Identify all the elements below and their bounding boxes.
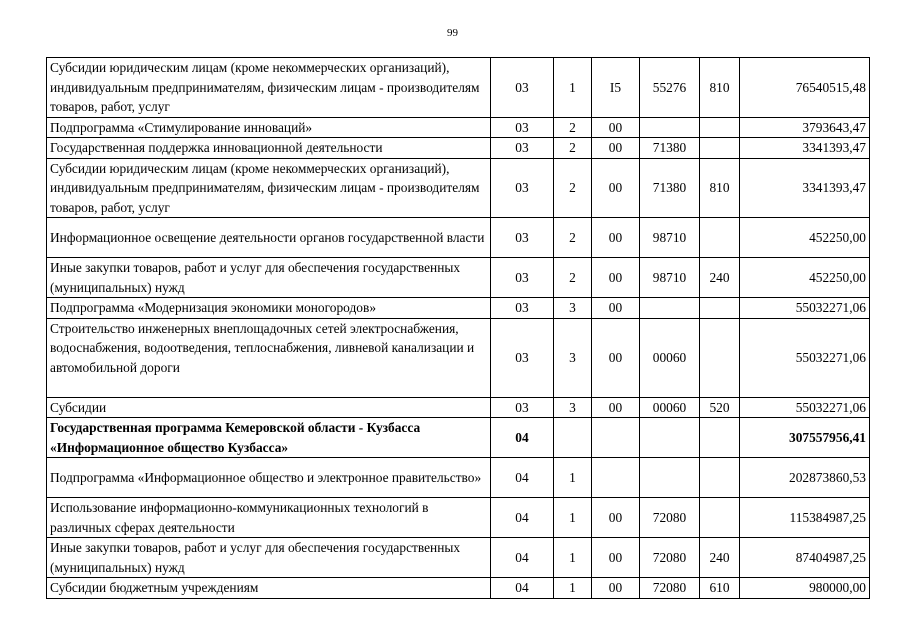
row-name: Субсидии юридическим лицам (кроме некоммерческих организаций), индивидуальным предпринимателям, физическим лицам - производителям товаров, работ, услуг (47, 58, 491, 118)
subprogram-code: 1 (554, 578, 592, 599)
expense-code: 71380 (640, 138, 700, 159)
table-row (47, 397, 870, 418)
row-name: Субсидии (47, 397, 491, 418)
expense-type-code: 810 (700, 158, 740, 218)
row-name: Субсидии бюджетным учреждениям (47, 578, 491, 599)
subprogram-code: 2 (554, 117, 592, 138)
direction-code: 00 (592, 298, 640, 319)
direction-code: 00 (592, 498, 640, 538)
expense-code (640, 418, 700, 458)
table-row (47, 498, 870, 538)
direction-code: 00 (592, 318, 640, 397)
program-code: 03 (491, 397, 554, 418)
expense-type-code (700, 458, 740, 498)
table-row (47, 318, 870, 397)
row-name: Государственная поддержка инновационной деятельности (47, 138, 491, 159)
subprogram-code: 3 (554, 397, 592, 418)
direction-code (592, 418, 640, 458)
direction-code: 00 (592, 158, 640, 218)
direction-code (592, 458, 640, 498)
subprogram-code: 1 (554, 458, 592, 498)
subprogram-code (554, 418, 592, 458)
table-row (47, 218, 870, 258)
table-row (47, 117, 870, 138)
direction-code: 00 (592, 397, 640, 418)
expense-code: 72080 (640, 498, 700, 538)
expense-type-code (700, 318, 740, 397)
table-row (47, 578, 870, 599)
table-row (47, 458, 870, 498)
budget-table (46, 57, 870, 599)
table-row (47, 58, 870, 118)
program-code: 04 (491, 538, 554, 578)
program-code: 03 (491, 117, 554, 138)
amount: 202873860,53 (740, 458, 870, 498)
table-row (47, 418, 870, 458)
expense-code: 00060 (640, 318, 700, 397)
program-code: 03 (491, 318, 554, 397)
amount: 980000,00 (740, 578, 870, 599)
expense-code (640, 117, 700, 138)
subprogram-code: 2 (554, 158, 592, 218)
expense-type-code (700, 117, 740, 138)
table-row (47, 258, 870, 298)
expense-code (640, 298, 700, 319)
subprogram-code: 2 (554, 138, 592, 159)
table-row (47, 538, 870, 578)
subprogram-code: 3 (554, 298, 592, 319)
amount: 76540515,48 (740, 58, 870, 118)
amount: 115384987,25 (740, 498, 870, 538)
row-name: Строительство инженерных внеплощадочных сетей электроснабжения, водоснабжения, водоотведения, теплоснабжения, ливневой канализации и автомобильной дороги (47, 318, 491, 397)
table-row (47, 158, 870, 218)
amount: 452250,00 (740, 258, 870, 298)
direction-code: 00 (592, 578, 640, 599)
expense-type-code: 810 (700, 58, 740, 118)
program-code: 03 (491, 258, 554, 298)
program-code: 03 (491, 218, 554, 258)
subprogram-code: 3 (554, 318, 592, 397)
expense-code: 98710 (640, 258, 700, 298)
row-name: Информационное освещение деятельности органов государственной власти (47, 218, 491, 258)
row-name: Субсидии юридическим лицам (кроме некоммерческих организаций), индивидуальным предпринимателям, физическим лицам - производителям товаров, работ, услуг (47, 158, 491, 218)
expense-code: 71380 (640, 158, 700, 218)
direction-code: 00 (592, 258, 640, 298)
expense-type-code: 520 (700, 397, 740, 418)
table-row (47, 138, 870, 159)
subprogram-code: 2 (554, 258, 592, 298)
expense-code (640, 458, 700, 498)
amount: 55032271,06 (740, 298, 870, 319)
program-code: 03 (491, 58, 554, 118)
direction-code: I5 (592, 58, 640, 118)
program-code: 03 (491, 138, 554, 159)
subprogram-code: 1 (554, 498, 592, 538)
program-code: 03 (491, 298, 554, 319)
row-name: Подпрограмма «Стимулирование инноваций» (47, 117, 491, 138)
row-name: Подпрограмма «Информационное общество и электронное правительство» (47, 458, 491, 498)
direction-code: 00 (592, 138, 640, 159)
expense-code: 72080 (640, 578, 700, 599)
amount: 452250,00 (740, 218, 870, 258)
subprogram-code: 1 (554, 58, 592, 118)
amount: 3341393,47 (740, 158, 870, 218)
expense-type-code: 610 (700, 578, 740, 599)
expense-type-code (700, 138, 740, 159)
expense-code: 00060 (640, 397, 700, 418)
expense-type-code (700, 218, 740, 258)
program-code: 04 (491, 498, 554, 538)
direction-code: 00 (592, 538, 640, 578)
table-row (47, 298, 870, 319)
program-code: 04 (491, 578, 554, 599)
amount: 87404987,25 (740, 538, 870, 578)
program-code: 04 (491, 458, 554, 498)
direction-code: 00 (592, 117, 640, 138)
row-name: Использование информационно-коммуникационных технологий в различных сферах деятельности (47, 498, 491, 538)
expense-type-code (700, 498, 740, 538)
expense-type-code (700, 418, 740, 458)
expense-code: 98710 (640, 218, 700, 258)
subprogram-code: 1 (554, 538, 592, 578)
expense-type-code (700, 298, 740, 319)
subprogram-code: 2 (554, 218, 592, 258)
row-name: Иные закупки товаров, работ и услуг для обеспечения государственных (муниципальных) нужд (47, 538, 491, 578)
expense-type-code: 240 (700, 538, 740, 578)
amount: 3793643,47 (740, 117, 870, 138)
amount: 307557956,41 (740, 418, 870, 458)
program-code: 04 (491, 418, 554, 458)
expense-code: 55276 (640, 58, 700, 118)
page-number: 99 (447, 27, 458, 39)
program-code: 03 (491, 158, 554, 218)
row-name: Подпрограмма «Модернизация экономики моногородов» (47, 298, 491, 319)
row-name: Иные закупки товаров, работ и услуг для обеспечения государственных (муниципальных) нужд (47, 258, 491, 298)
amount: 55032271,06 (740, 397, 870, 418)
amount: 55032271,06 (740, 318, 870, 397)
amount: 3341393,47 (740, 138, 870, 159)
expense-type-code: 240 (700, 258, 740, 298)
direction-code: 00 (592, 218, 640, 258)
row-name: Государственная программа Кемеровской области - Кузбасса «Информационное общество Кузбасса» (47, 418, 491, 458)
expense-code: 72080 (640, 538, 700, 578)
